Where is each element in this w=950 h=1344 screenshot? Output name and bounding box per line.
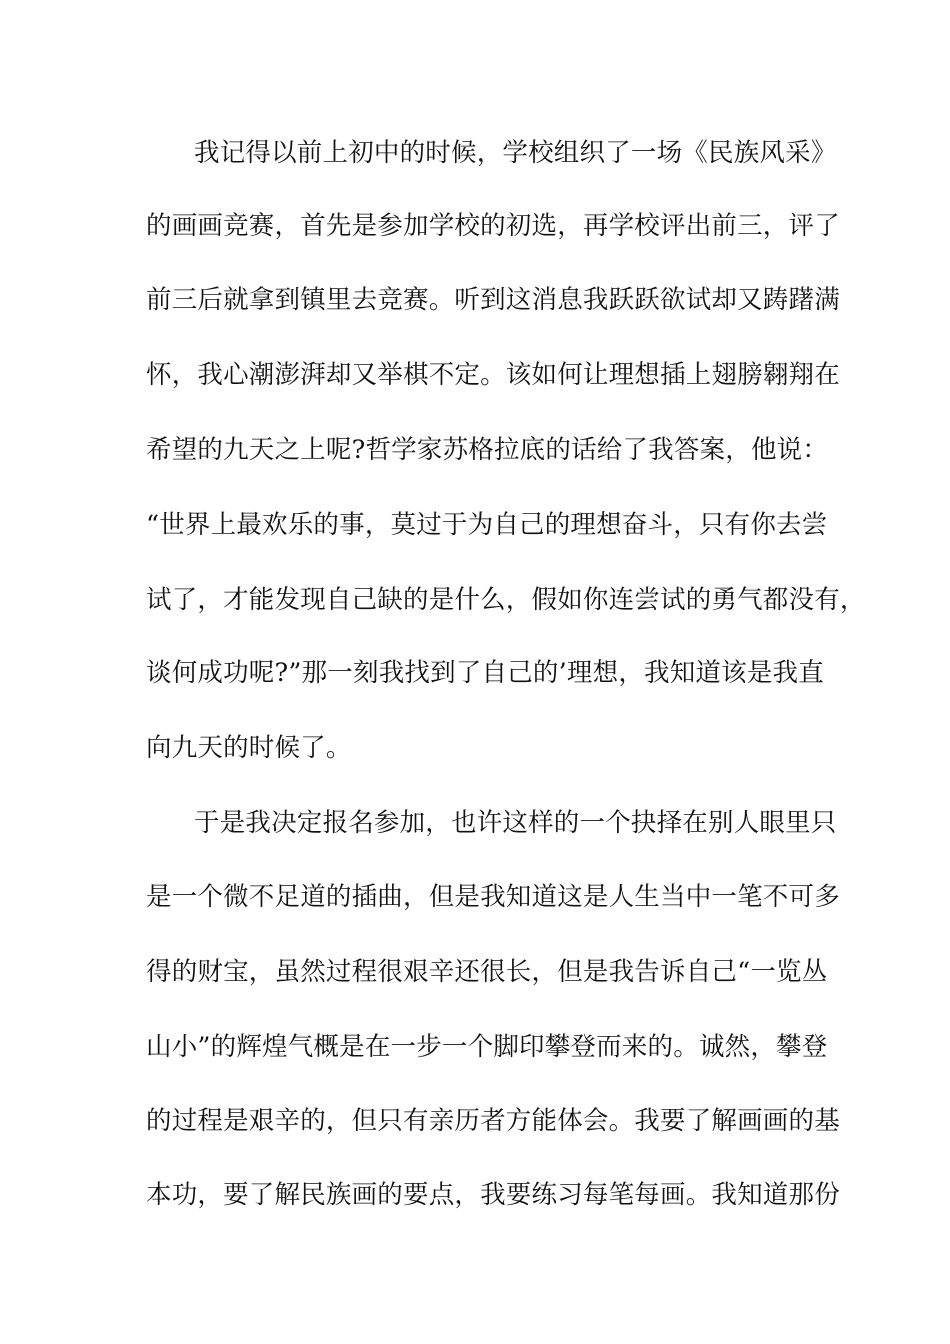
paragraph-1-line-3: 前三后就拿到镇里去竞赛。听到这消息我跃跃欲试却又踌躇满: [146, 285, 840, 315]
paragraph-2-line-4: 山小”的辉煌气概是在一步一个脚印攀登而来的。诚然，攀登: [146, 1032, 828, 1062]
paragraph-2-line-1: 于是我决定报名参加，也许这样的一个抉择在别人眼里只: [194, 808, 837, 838]
paragraph-2-line-5: 的过程是艰辛的，但只有亲历者方能体会。我要了解画画的基: [146, 1106, 840, 1136]
paragraph-1-line-6: “世界上最欢乐的事，莫过于为自己的理想奋斗，只有你去尝: [146, 510, 828, 540]
paragraph-1-line-9: 向九天的时候了。: [146, 733, 352, 763]
paragraph-2-line-6: 本功，要了解民族画的要点，我要练习每笔每画。我知道那份: [146, 1180, 840, 1210]
paragraph-1-line-2: 的画画竞赛，首先是参加学校的初选，再学校评出前三，评了: [146, 211, 840, 241]
paragraph-2-line-2: 是一个微不足道的插曲，但是我知道这是人生当中一笔不可多: [146, 882, 840, 912]
paragraph-1-line-5: 希望的九天之上呢?哲学家苏格拉底的话给了我答案，他说：: [146, 435, 829, 465]
paragraph-2-line-3: 得的财宝，虽然过程很艰辛还很长，但是我告诉自己“一览丛: [146, 957, 828, 987]
paragraph-1-line-8: 谈何成功呢?”那一刻我找到了自己的’理想，我知道该是我直: [146, 658, 824, 688]
paragraph-1-line-7: 试了，才能发现自己缺的是什么，假如你连尝试的勇气都没有，: [146, 585, 866, 615]
paragraph-1-line-4: 怀，我心潮澎湃却又举棋不定。该如何让理想插上翅膀翱翔在: [146, 360, 840, 390]
paragraph-1-line-1: 我记得以前上初中的时候，学校组织了一场《民族风采》: [194, 138, 837, 168]
